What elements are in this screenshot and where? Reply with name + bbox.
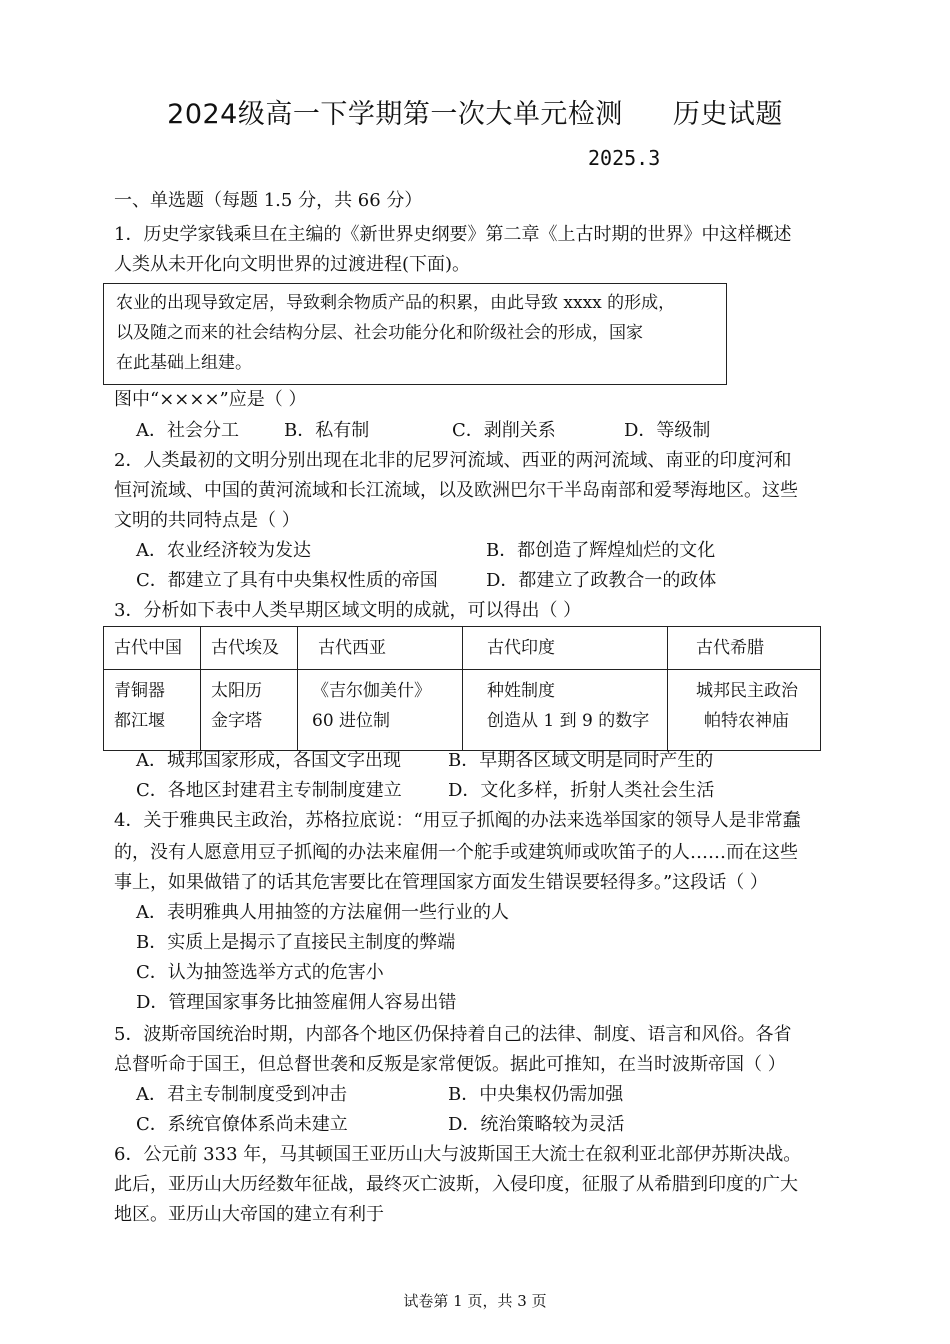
table-header-row [104,627,821,670]
q5-option-d: D．统治策略较为灵活 [448,1114,625,1135]
q5-option-a: A．君主专制制度受到冲击 [136,1084,347,1105]
q3-option-a: A．城邦国家形成，各国文字出现 [136,750,401,771]
q1-stem: 图中“××××”应是（ ） [114,389,307,410]
exam-date: 2025.3 [588,146,661,170]
q3-stem: 3．分析如下表中人类早期区域文明的成就，可以得出（ ） [114,600,582,621]
q3-civilization-table [103,626,821,751]
q1-box-line-1: 农业的出现导致定居，导致剩余物质产品的积累，由此导致 xxxx 的形成， [116,293,676,313]
table-cell: 城邦民主政治 [696,681,798,701]
table-header-cell: 古代埃及 [201,627,298,670]
q1-box-line-3: 在此基础上组建。 [116,353,252,373]
table-cell: 太阳历 [211,681,262,701]
q4-option-a: A．表明雅典人用抽签的方法雇佣一些行业的人 [136,902,509,923]
q6-line-3: 地区。亚历山大帝国的建立有利于 [114,1204,384,1225]
q5-line-1: 5．波斯帝国统治时期，内部各个地区仍保持着自己的法律、制度、语言和风俗。各省 [114,1024,792,1045]
exam-title [0,92,950,131]
q4-line-3: 事上，如果做错了的话其危害要比在管理国家方面发生错误要轻得多。”这段话（ ） [114,872,768,893]
q4-line-2: 的，没有人愿意用豆子抓阄的办法来雇佣一个舵手或建筑师或吹笛子的人……而在这些 [114,842,798,863]
table-cell-egypt [201,670,298,751]
table-cell: 帕特农神庙 [704,711,789,731]
table-cell: 青铜器 [114,681,165,701]
q1-option-a: A．社会分工 [136,420,239,441]
table-cell-greece [668,670,821,751]
table-header-cell: 古代中国 [104,627,201,670]
exam-title-main: 2024级高一下学期第一次大单元检测 [167,99,623,130]
q1-option-b: B．私有制 [284,420,370,441]
table-header-cell: 古代印度 [463,627,668,670]
table-cell-china [104,670,201,751]
table-row [104,670,821,751]
q6-line-1: 6．公元前 333 年，马其顿国王亚历山大与波斯国王大流士在叙利亚北部伊苏斯决战。 [114,1144,802,1165]
table-cell: 创造从 1 到 9 的数字 [487,711,650,731]
q1-option-c: C．剥削关系 [452,420,556,441]
q1-line-1: 1．历史学家钱乘旦在主编的《新世界史纲要》第二章《上古时期的世界》中这样概述 [114,224,792,245]
table-cell-west-asia [298,670,463,751]
q2-line-1: 2．人类最初的文明分别出现在北非的尼罗河流域、西亚的两河流域、南亚的印度河和 [114,450,792,471]
q1-line-2: 人类从未开化向文明世界的过渡进程(下面)。 [114,254,471,275]
q4-option-b: B．实质上是揭示了直接民主制度的弊端 [136,932,456,953]
q1-option-d: D．等级制 [624,420,711,441]
q2-option-a: A．农业经济较为发达 [136,540,311,561]
q3-option-c: C．各地区封建君主专制制度建立 [136,780,402,801]
exam-subject: 历史试题 [672,99,783,130]
table-cell: 《吉尔伽美什》 [312,681,431,701]
q5-line-2: 总督听命于国王，但总督世袭和反叛是家常便饭。据此可推知，在当时波斯帝国（ ） [114,1054,786,1075]
q5-option-c: C．系统官僚体系尚未建立 [136,1114,348,1135]
table-header-cell: 古代希腊 [668,627,821,670]
table-cell-india [463,670,668,751]
q4-option-c: C．认为抽签选举方式的危害小 [136,962,384,983]
q2-line-2: 恒河流域、中国的黄河流域和长江流域，以及欧洲巴尔干半岛南部和爱琴海地区。这些 [114,480,798,501]
q1-quote-box [103,283,727,385]
q2-option-c: C．都建立了具有中央集权性质的帝国 [136,570,438,591]
table-cell: 60 进位制 [312,711,391,731]
q2-option-d: D．都建立了政教合一的政体 [486,570,717,591]
table-cell: 金字塔 [211,711,262,731]
q3-option-b: B．早期各区域文明是同时产生的 [448,750,714,771]
q6-line-2: 此后，亚历山大历经数年征战，最终灭亡波斯，入侵印度，征服了从希腊到印度的广大 [114,1174,798,1195]
q2-option-b: B．都创造了辉煌灿烂的文化 [486,540,716,561]
table-header-cell: 古代西亚 [298,627,463,670]
table-cell: 都江堰 [114,711,165,731]
q5-option-b: B．中央集权仍需加强 [448,1084,624,1105]
q3-option-d: D．文化多样，折射人类社会生活 [448,780,715,801]
q4-line-1: 4．关于雅典民主政治，苏格拉底说：“用豆子抓阄的办法来选举国家的领导人是非常蠢 [114,810,801,831]
q2-line-3: 文明的共同特点是（ ） [114,510,300,531]
page-footer: 试卷第 1 页，共 3 页 [403,1292,547,1310]
q1-box-line-2: 以及随之而来的社会结构分层、社会功能分化和阶级社会的形成，国家 [116,323,643,343]
q4-option-d: D．管理国家事务比抽签雇佣人容易出错 [136,992,457,1013]
table-cell: 种姓制度 [487,681,555,701]
section-heading: 一、单选题（每题 1.5 分，共 66 分） [114,190,423,211]
